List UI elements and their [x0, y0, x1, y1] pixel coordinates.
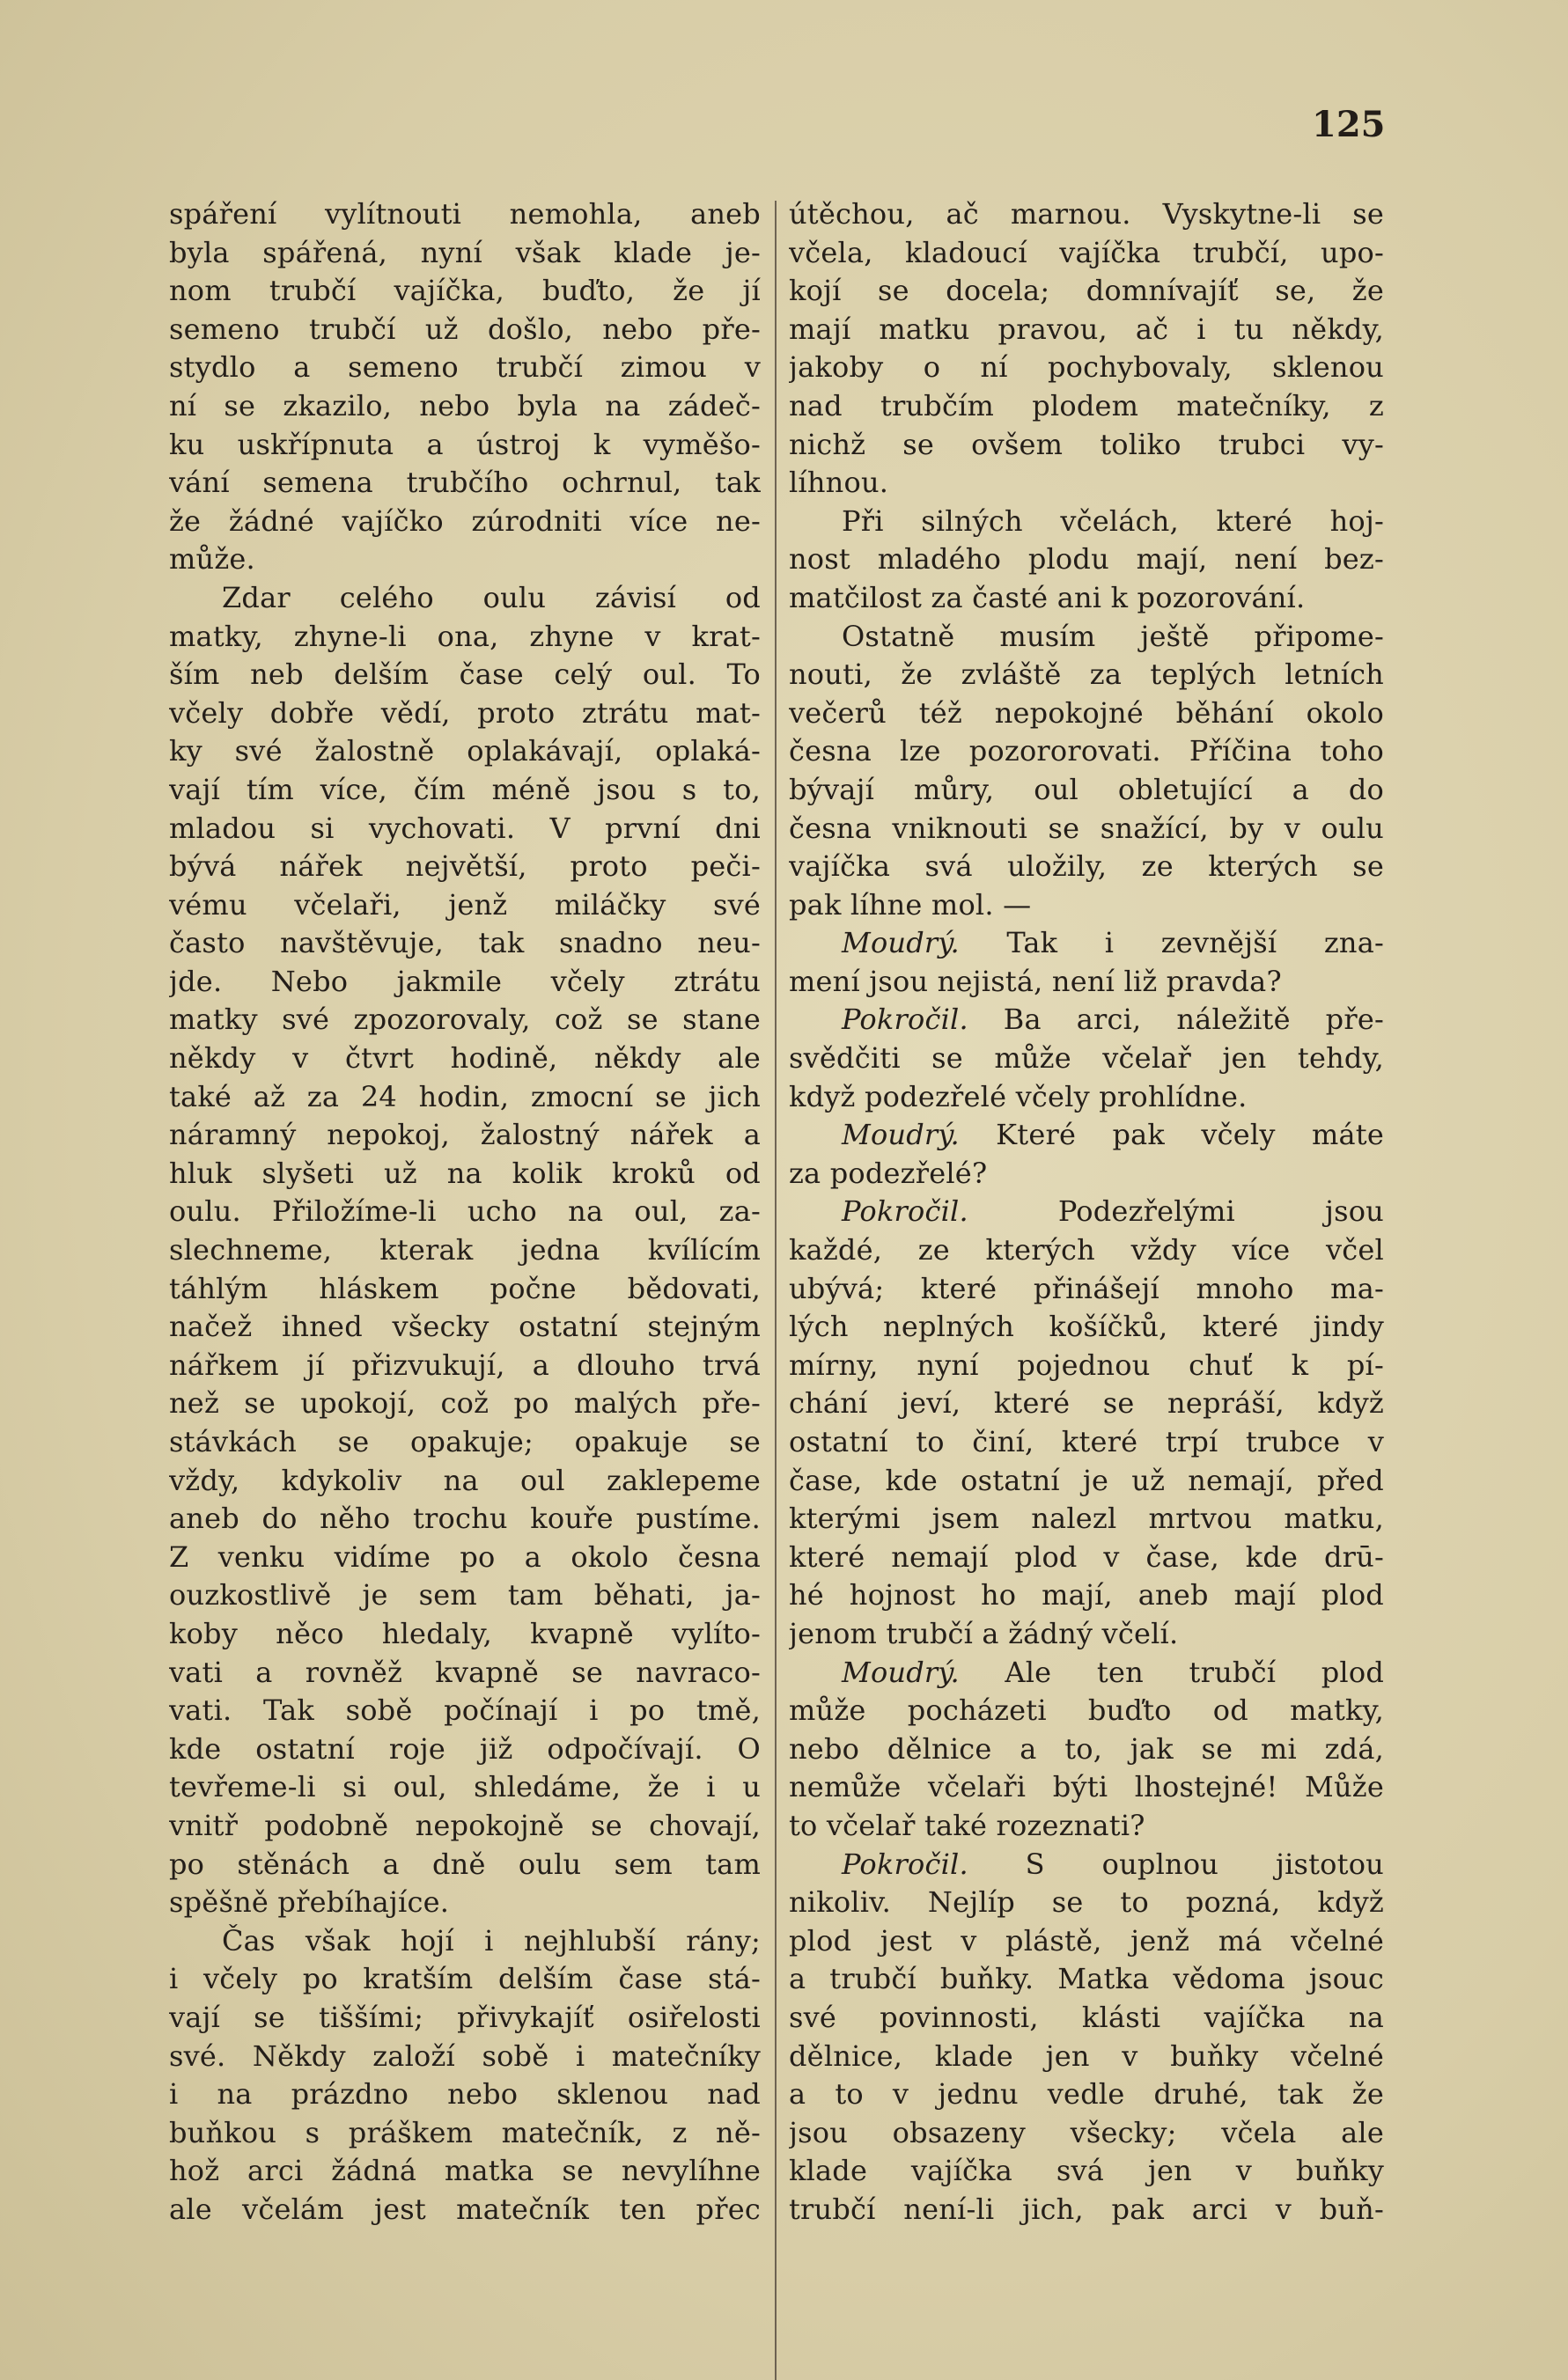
speaker-name: Pokročil.: [842, 1847, 968, 1881]
line-text: mírny, nyní pojednou chuť k pí-: [789, 1348, 1384, 1382]
text-line: [789, 1001, 1384, 1039]
text-line: [169, 1462, 761, 1501]
line-text: vají tím více, čím méně jsou s to,: [169, 772, 761, 806]
line-text: také až za 24 hodin, zmocní se jich: [169, 1079, 761, 1113]
text-line: [789, 1385, 1384, 1423]
text-line: [789, 924, 1384, 963]
text-line: [169, 2075, 761, 2114]
line-text: když podezřelé včely prohlídne.: [789, 1079, 1248, 1113]
line-text: slechneme, kterak jedna kvílícím: [169, 1233, 761, 1267]
text-line: [169, 1576, 761, 1615]
text-line: [789, 579, 1384, 618]
line-text: matčilost za časté ani k pozorování.: [789, 580, 1306, 614]
text-line: [169, 311, 761, 349]
line-text: mladou si vychovati. V první dni: [169, 811, 761, 845]
speaker-name: Moudrý.: [842, 1655, 960, 1689]
line-text: byla spářená, nyní však klade je-: [169, 235, 761, 269]
text-line: [169, 1654, 761, 1693]
text-line: [789, 195, 1384, 234]
line-text: táhlým hláskem počne bědovati,: [169, 1271, 761, 1305]
text-line: [169, 1116, 761, 1155]
page-number: 125: [1312, 104, 1386, 145]
line-text: načež ihned všecky ostatní stejným: [169, 1310, 761, 1344]
line-text: stydlo a semeno trubčí zimou v: [169, 350, 761, 385]
line-text: hož arci žádná matka se nevylíhne: [169, 2154, 761, 2188]
text-line: [169, 234, 761, 273]
text-line: [169, 1692, 761, 1730]
text-line: [169, 1270, 761, 1309]
text-line: [789, 1116, 1384, 1155]
line-text: ky své žalostně oplakávají, oplaká-: [169, 734, 761, 768]
line-text: kterými jsem nalezl mrtvou matku,: [789, 1502, 1384, 1536]
text-line: [169, 656, 761, 694]
text-line: [169, 1231, 761, 1270]
line-text: spěšně přebíhajíce.: [169, 1885, 450, 1920]
text-line: [169, 1615, 761, 1654]
line-text: buňkou s práškem matečník, z ně-: [169, 2115, 761, 2149]
line-text: po stěnách a dně oulu sem tam: [169, 1847, 761, 1881]
text-line: [789, 1193, 1384, 1231]
line-text: včela, kladoucí vajíčka trubčí, upo-: [789, 235, 1384, 269]
text-line: [169, 503, 761, 541]
text-line: [789, 1615, 1384, 1654]
line-text: někdy v čtvrt hodině, někdy ale: [169, 1041, 761, 1076]
text-line: [789, 1155, 1384, 1194]
line-text: může pocházeti buďto od matky,: [789, 1693, 1384, 1728]
text-line: [789, 1654, 1384, 1693]
line-text: Čas však hojí i nejhlubší rány;: [222, 1923, 761, 1958]
line-text: chání jeví, které se nepráší, když: [789, 1386, 1384, 1421]
line-text: a to v jednu vedle druhé, tak že: [789, 2077, 1384, 2112]
text-line: [789, 311, 1384, 349]
line-text: jde. Nebo jakmile včely ztrátu: [169, 964, 761, 998]
line-text: vati. Tak sobě počínají i po tmě,: [169, 1693, 761, 1728]
text-line: [169, 1500, 761, 1539]
text-line: [169, 426, 761, 465]
text-line: [169, 1001, 761, 1039]
line-text: klade vajíčka svá jen v buňky: [789, 2154, 1384, 2188]
line-text: nichž se ovšem toliko trubci vy-: [789, 427, 1384, 461]
text-line: [789, 1270, 1384, 1309]
line-text: a trubčí buňky. Matka vědoma jsouc: [789, 1962, 1384, 1996]
text-line: [169, 1423, 761, 1462]
line-text: své. Někdy založí sobě i matečníky: [169, 2038, 761, 2073]
speaker-name: Pokročil.: [842, 1003, 968, 1037]
line-text: mení jsou nejistá, není liž pravda?: [789, 964, 1282, 998]
text-line: [169, 464, 761, 503]
text-line: [789, 1768, 1384, 1807]
line-text: nad trubčím plodem matečníky, z: [789, 388, 1384, 422]
text-line: [789, 618, 1384, 657]
line-text: spáření vylítnouti nemohla, aneb: [169, 197, 761, 231]
text-line: [789, 1999, 1384, 2038]
line-text: aneb do něho trochu kouře pustíme.: [169, 1502, 761, 1536]
text-line: [789, 694, 1384, 733]
line-text: útěchou, ač marnou. Vyskytne-li se: [789, 197, 1384, 231]
text-line: [789, 426, 1384, 465]
line-text: nost mladého plodu mají, není bez-: [789, 542, 1384, 577]
line-text: Při silných včelách, které hoj-: [842, 503, 1384, 538]
line-text: bývají můry, oul obletující a do: [789, 772, 1384, 806]
line-text: ším neb delším čase celý oul. To: [169, 657, 761, 692]
line-text: ní se zkazilo, nebo byla na zádeč-: [169, 388, 761, 422]
text-line: [169, 349, 761, 387]
text-line: [169, 195, 761, 234]
text-line: [789, 1692, 1384, 1730]
text-line: [169, 1999, 761, 2038]
text-line: [169, 1539, 761, 1577]
line-text: Tak i zevnější zna-: [959, 926, 1384, 960]
line-text: Z venku vidíme po a okolo česna: [169, 1539, 761, 1574]
text-line: [169, 272, 761, 311]
line-text: ostatní to činí, které trpí trubce v: [789, 1425, 1384, 1458]
line-text: to včelař také rozeznati?: [789, 1808, 1145, 1842]
line-text: ouzkostlivě je sem tam běhati, ja-: [169, 1578, 761, 1612]
line-text: že žádné vajíčko zúrodniti více ne-: [169, 503, 761, 538]
line-text: nouti, že zvláště za teplých letních: [789, 657, 1384, 692]
line-text: koby něco hledaly, kvapně vylíto-: [169, 1616, 761, 1650]
text-line: [789, 540, 1384, 579]
line-text: ale včelám jest matečník ten přec: [169, 2192, 761, 2226]
line-text: jsou obsazeny všecky; včela ale: [789, 2115, 1384, 2149]
text-line: [169, 2191, 761, 2229]
text-line: [169, 886, 761, 925]
line-text: Ale ten trubčí plod: [959, 1655, 1384, 1689]
text-line: [169, 1960, 761, 1999]
line-text: nářkem jí přizvukují, a dlouho trvá: [169, 1348, 761, 1382]
left-column: [169, 195, 761, 2229]
text-line: [789, 1423, 1384, 1462]
text-line: [789, 272, 1384, 311]
text-line: [789, 387, 1384, 426]
line-text: nebo dělnice a to, jak se mi zdá,: [789, 1731, 1384, 1766]
right-column: [789, 195, 1384, 2229]
text-line: [789, 963, 1384, 1002]
text-line: [789, 234, 1384, 273]
text-line: [789, 1039, 1384, 1078]
line-text: pak líhne mol. —: [789, 887, 1032, 922]
text-line: [169, 1385, 761, 1423]
text-line: [169, 579, 761, 618]
line-text: i včely po kratším delším čase stá-: [169, 1962, 761, 1996]
text-line: [169, 848, 761, 886]
text-line: [169, 387, 761, 426]
line-text: jakoby o ní pochybovaly, sklenou: [789, 350, 1384, 385]
line-text: semeno trubčí už došlo, nebo pře-: [169, 312, 761, 346]
text-line: [789, 848, 1384, 886]
text-line: [789, 1846, 1384, 1884]
column-divider: [775, 201, 777, 2380]
text-line: [169, 924, 761, 963]
text-line: [789, 2038, 1384, 2076]
text-line: [789, 1884, 1384, 1922]
line-text: vati a rovněž kvapně se navraco-: [169, 1655, 761, 1689]
line-text: stávkách se opakuje; opakuje se: [169, 1425, 761, 1458]
text-line: [169, 963, 761, 1002]
line-text: nom trubčí vajíčka, buďto, že jí: [169, 274, 761, 308]
text-line: [789, 732, 1384, 771]
line-text: lých neplných košíčků, které jindy: [789, 1310, 1384, 1344]
line-text: trubčí není-li jich, pak arci v buň-: [789, 2192, 1384, 2226]
text-line: [789, 810, 1384, 848]
line-text: než se upokojí, což po malých pře-: [169, 1386, 761, 1421]
line-text: Které pak včely máte: [959, 1118, 1384, 1152]
line-text: vému včelaři, jenž miláčky své: [169, 887, 761, 922]
text-line: [789, 1078, 1384, 1117]
text-line: [789, 2152, 1384, 2191]
text-line: [789, 1347, 1384, 1385]
text-line: [789, 1960, 1384, 1999]
line-text: matky, zhyne-li ona, zhyne v krat-: [169, 619, 761, 653]
text-line: [169, 732, 761, 771]
line-text: hluk slyšeti už na kolik kroků od: [169, 1156, 761, 1190]
line-text: Ba arci, náležitě pře-: [968, 1003, 1384, 1037]
line-text: česna lze pozororovati. Příčina toho: [789, 734, 1384, 768]
text-line: [169, 2038, 761, 2076]
line-text: i na prázdno nebo sklenou nad: [169, 2077, 761, 2112]
speaker-name: Moudrý.: [842, 926, 960, 960]
text-line: [789, 1807, 1384, 1846]
line-text: čase, kde ostatní je už nemají, před: [789, 1463, 1384, 1497]
line-text: které nemají plod v čase, kde drū-: [789, 1539, 1384, 1574]
line-text: Ostatně musím ještě připome-: [842, 619, 1384, 653]
text-line: [169, 1155, 761, 1194]
text-line: [789, 349, 1384, 387]
text-line: [169, 1807, 761, 1846]
text-line: [169, 1039, 761, 1078]
line-text: své povinnosti, klásti vajíčka na: [789, 2000, 1384, 2034]
line-text: svědčiti se může včelař jen tehdy,: [789, 1041, 1384, 1076]
text-line: [789, 1231, 1384, 1270]
line-text: jenom trubčí a žádný včelí.: [789, 1616, 1179, 1650]
line-text: hé hojnost ho mají, aneb mají plod: [789, 1578, 1384, 1612]
line-text: kde ostatní roje již odpočívají. O: [169, 1731, 761, 1766]
line-text: oulu. Přiložíme-li ucho na oul, za-: [169, 1194, 761, 1229]
text-line: [789, 1730, 1384, 1769]
line-text: tevřeme-li si oul, shledáme, že i u: [169, 1770, 761, 1804]
text-line: [789, 771, 1384, 810]
text-line: [169, 1768, 761, 1807]
line-text: matky své zpozorovaly, což se stane: [169, 1003, 761, 1037]
line-text: mají matku pravou, ač i tu někdy,: [789, 312, 1384, 346]
text-line: [169, 1347, 761, 1385]
text-line: [169, 1308, 761, 1347]
line-text: česna vniknouti se snažící, by v oulu: [789, 811, 1384, 845]
text-line: [169, 618, 761, 657]
text-line: [789, 2191, 1384, 2229]
line-text: vají se tiššími; přivykajíť osiřelosti: [169, 2000, 761, 2034]
line-text: nikoliv. Nejlíp se to pozná, když: [789, 1885, 1384, 1920]
line-text: vajíčka svá uložily, ze kterých se: [789, 849, 1384, 884]
line-text: vždy, kdykoliv na oul zaklepeme: [169, 1463, 761, 1497]
line-text: večerů též nepokojné běhání okolo: [789, 695, 1384, 730]
line-text: ubývá; které přinášejí mnoho ma-: [789, 1271, 1384, 1305]
line-text: Podezřelými jsou: [968, 1194, 1384, 1229]
text-line: [789, 1922, 1384, 1961]
line-text: často navštěvuje, tak snadno neu-: [169, 926, 761, 960]
line-text: může.: [169, 542, 255, 577]
text-line: [789, 2114, 1384, 2153]
line-text: náramný nepokoj, žalostný nářek a: [169, 1118, 761, 1152]
text-line: [169, 694, 761, 733]
line-text: vnitř podobně nepokojně se chovají,: [169, 1808, 761, 1842]
text-line: [789, 503, 1384, 541]
text-line: [789, 1308, 1384, 1347]
text-line: [169, 810, 761, 848]
text-line: [169, 771, 761, 810]
speaker-name: Pokročil.: [842, 1194, 968, 1229]
text-line: [169, 1922, 761, 1961]
text-line: [789, 656, 1384, 694]
text-line: [789, 1539, 1384, 1577]
text-line: [169, 2114, 761, 2153]
line-text: líhnou.: [789, 466, 889, 500]
line-text: dělnice, klade jen v buňky včelné: [789, 2038, 1384, 2073]
text-line: [789, 1500, 1384, 1539]
line-text: za podezřelé?: [789, 1156, 988, 1190]
line-text: S ouplnou jistotou: [968, 1847, 1384, 1881]
text-line: [789, 1462, 1384, 1501]
line-text: bývá nářek největší, proto peči-: [169, 849, 761, 884]
text-line: [169, 540, 761, 579]
line-text: nemůže včelaři býti lhostejné! Může: [789, 1770, 1384, 1804]
text-line: [789, 1576, 1384, 1615]
text-line: [169, 1846, 761, 1884]
text-line: [169, 1078, 761, 1117]
text-line: [789, 2075, 1384, 2114]
text-line: [169, 1193, 761, 1231]
line-text: kojí se docela; domnívajíť se, že: [789, 274, 1384, 308]
text-line: [789, 464, 1384, 503]
line-text: ku uskřípnuta a ústroj k vyměšo-: [169, 427, 761, 461]
line-text: Zdar celého oulu závisí od: [222, 580, 761, 614]
text-line: [169, 1884, 761, 1922]
line-text: včely dobře vědí, proto ztrátu mat-: [169, 695, 761, 730]
line-text: vání semena trubčího ochrnul, tak: [169, 466, 761, 500]
line-text: plod jest v plástě, jenž má včelné: [789, 1923, 1384, 1958]
text-line: [169, 1730, 761, 1769]
line-text: každé, ze kterých vždy více včel: [789, 1233, 1384, 1267]
speaker-name: Moudrý.: [842, 1118, 960, 1152]
text-line: [169, 2152, 761, 2191]
text-line: [789, 886, 1384, 925]
